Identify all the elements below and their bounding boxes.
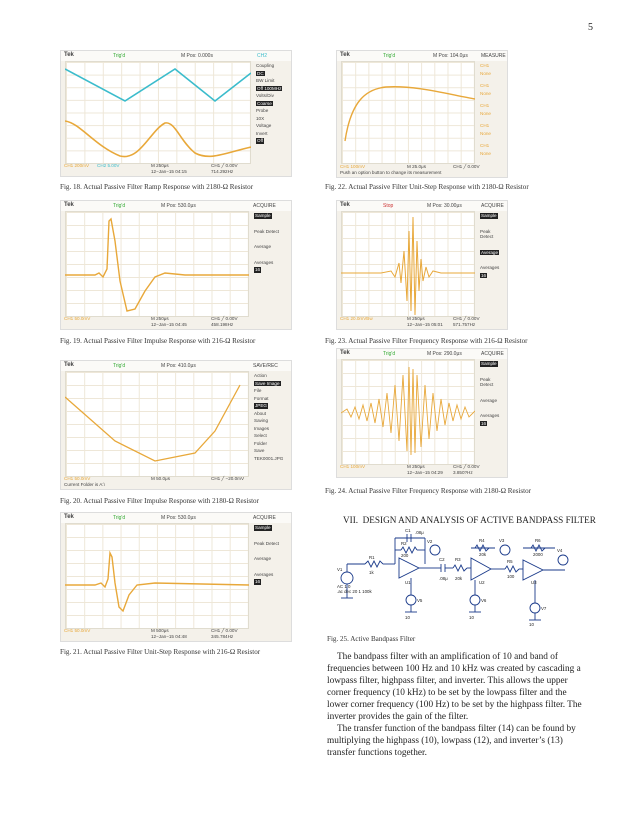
page-number: 5 (588, 22, 593, 33)
svg-text:V3: V3 (499, 538, 505, 543)
scope-screenshot-fig23: Tek Stop M Pos: 30.00μs ACQUIRE Sample Peak Detect Average Averages 16 CH1 20.0mVBw M 250μs 12−Jan−15 05:01 CH1 ╱ 0.00V 571.757Hz (336, 200, 508, 330)
section-number: VII. (343, 515, 359, 525)
scope-screenshot-fig19: Tek Trig'd M Pos: 530.0μs ACQUIRE Sample Peak Detect Average Averages 16 CH1 50.0mV M 250μs 12−Jan−15 04:45 CH1 ╱ 0.00V 458.198Hz (60, 200, 292, 330)
scope-bottom-bar: CH1 50.0mV M 250μs 12−Jan−15 04:45 CH1 ╱ 0.00V 458.198Hz (64, 316, 238, 327)
side-menu: CH1 None CH1 None CH1 None CH1 None CH1 None (480, 63, 491, 156)
svg-text:2000: 2000 (533, 552, 543, 557)
svg-text:C1: C1 (405, 528, 411, 533)
side-menu: Sample Peak Detect Average Averages 16 (480, 213, 500, 278)
svg-text:100: 100 (507, 574, 515, 579)
mpos-readout: M Pos: 0.000s (181, 53, 213, 59)
side-menu: Sample Peak Detect Average Averages 16 (254, 525, 280, 584)
svg-text:R1: R1 (369, 555, 375, 560)
side-menu: Coupling DC BW Limit Off 100MHz Volts/Div Coarse Probe 10X Voltage Invert Off (256, 63, 282, 143)
scope-traces (65, 371, 249, 477)
figure-caption: Fig. 22. Actual Passive Filter Unit-Step Response with 2180-Ω Resistor (325, 183, 529, 191)
bandpass-circuit-diagram (335, 528, 575, 628)
scope-bottom-bar: CH1 100mV Push an option button to change its measurement M 25.0μs CH1 ╱ 0.00V (340, 164, 480, 175)
figure-caption: Fig. 18. Actual Passive Filter Ramp Response with 2180-Ω Resistor (60, 183, 254, 191)
scope-bottom-bar: CH1 20.0mVBw M 250μs 12−Jan−15 05:01 CH1 ╱ 0.00V 571.757Hz (340, 316, 480, 327)
paragraph: The transfer function of the bandpass filter (14) can be found by multiplying the highpass (10), lowpass (12), and inverter’s (13) transfer functions together. (327, 724, 576, 758)
svg-text:R2: R2 (401, 541, 407, 546)
svg-text:1k: 1k (369, 570, 374, 575)
svg-text:U3: U3 (531, 580, 537, 585)
svg-text:20k: 20k (455, 576, 463, 581)
svg-text:20k: 20k (479, 552, 487, 557)
scope-screenshot-fig22: Tek Trig'd M Pos: 104.0μs MEASURE CH1 None CH1 None CH1 None CH1 None CH1 None CH1 100mV Push an option button to change its measurement M 25.0μs CH1 ╱ 0.00V (336, 50, 508, 178)
scope-bottom-bar: CH1 100mV M 250μs 12−Jan−15 04:29 CH1 ╱ 0.00V 3.850?Hz (340, 464, 480, 475)
svg-text:R6: R6 (535, 538, 541, 543)
svg-text:R3: R3 (455, 557, 461, 562)
svg-text:10: 10 (469, 615, 474, 620)
svg-text:V7: V7 (541, 606, 547, 611)
svg-text:R5: R5 (507, 559, 513, 564)
scope-traces (65, 523, 249, 629)
scope-screenshot-fig24: Tek Trig'd M Pos: 290.0μs ACQUIRE Sample Peak Detect Average Averages 16 CH1 100mV M 250μs 12−Jan−15 04:29 CH1 ╱ 0.00V 3.850?Hz (336, 348, 508, 478)
side-menu: Sample Peak Detect Average Averages 16 (254, 213, 280, 272)
scope-screenshot-fig20: Tek Trig'd M Pos: 410.0μs SAVE/REC Action Save Image File Format JPEG About Saving Images Select Folder Save TEK0001.JPG CH1 50.0mV Current Folder is A:\ M 50.0μs CH1 ╱ −20.0mV (60, 360, 292, 490)
figure-caption: Fig. 25. Active Bandpass Filter (327, 635, 416, 643)
svg-text:10: 10 (529, 622, 534, 627)
svg-text:AC 1 0: AC 1 0 (337, 584, 351, 589)
scope-traces (341, 359, 475, 465)
scope-bottom-bar: CH1 50.0mV M 500μs 12−Jan−15 04:48 CH1 ╱ 0.00V 345.784Hz (64, 628, 238, 639)
body-text (327, 651, 589, 759)
figure-caption: Fig. 23. Actual Passive Filter Frequency Response with 216-Ω Resistor (325, 337, 528, 345)
svg-text:.ac dec 20 1 100k: .ac dec 20 1 100k (337, 589, 372, 594)
scope-screenshot-fig21: Tek Trig'd M Pos: 530.0μs ACQUIRE Sample Peak Detect Average Averages 16 CH1 50.0mV M 500μs 12−Jan−15 04:48 CH1 ╱ 0.00V 345.784Hz (60, 512, 292, 642)
scope-traces (341, 61, 475, 164)
side-menu: Action Save Image File Format JPEG About Saving Images Select Folder Save TEK0001.JPG (254, 373, 284, 461)
svg-text:R4: R4 (479, 538, 485, 543)
svg-text:U2: U2 (479, 580, 485, 585)
svg-text:10: 10 (405, 615, 410, 620)
svg-text:V4: V4 (557, 548, 563, 553)
svg-text:V5: V5 (417, 598, 423, 603)
scope-bottom-bar: CH1 200mV CH2 5.00V M 250μs 12−Jan−15 04:15 CH1 ╱ 0.00V 714.292Hz (64, 163, 238, 174)
svg-text:.08μ: .08μ (415, 530, 424, 535)
svg-text:U1: U1 (405, 580, 411, 585)
figure-caption: Fig. 20. Actual Passive Filter Impulse Response with 2180-Ω Resistor (60, 497, 259, 505)
scope-traces (65, 61, 251, 164)
scope-traces (65, 211, 249, 317)
paragraph: The bandpass filter with an amplification of 10 and band of frequencies between 100 Hz and 10 kHz was created by cascading a lowpass filter, highpass filter, and inverter. This allows the upper corner frequency (10 kHz) to be set by the lowpass filter and the lower corner frequency (100 Hz) to be set by the highpass filter. The inverter provides the gain of the filter. (327, 652, 582, 722)
brand-label: Tek (64, 52, 74, 58)
svg-text:C2: C2 (439, 557, 445, 562)
svg-text:V2: V2 (427, 539, 433, 544)
svg-text:V1: V1 (337, 567, 343, 572)
trig-status: Trig'd (113, 53, 126, 59)
figure-caption: Fig. 19. Actual Passive Filter Impulse Response with 216-Ω Resistor (60, 337, 256, 345)
figure-caption: Fig. 24. Actual Passive Filter Frequency Response with 2180-Ω Resistor (325, 487, 532, 495)
menu-title: CH2 (257, 53, 268, 59)
svg-text:.08μ: .08μ (439, 576, 448, 581)
scope-traces (341, 211, 475, 317)
scope-bottom-bar: CH1 50.0mV Current Folder is A:\ M 50.0μs CH1 ╱ −20.0mV (64, 476, 245, 487)
figure-caption: Fig. 21. Actual Passive Filter Unit-Step Response with 216-Ω Resistor (60, 648, 261, 656)
scope-screenshot-fig18 (60, 50, 292, 177)
svg-text:V6: V6 (481, 598, 487, 603)
side-menu: Sample Peak Detect Average Averages 16 (480, 361, 500, 426)
section-title: DESIGN AND ANALYSIS OF ACTIVE BANDPASS FILTER (362, 515, 596, 525)
svg-text:200: 200 (401, 553, 409, 558)
section-heading (343, 515, 596, 525)
